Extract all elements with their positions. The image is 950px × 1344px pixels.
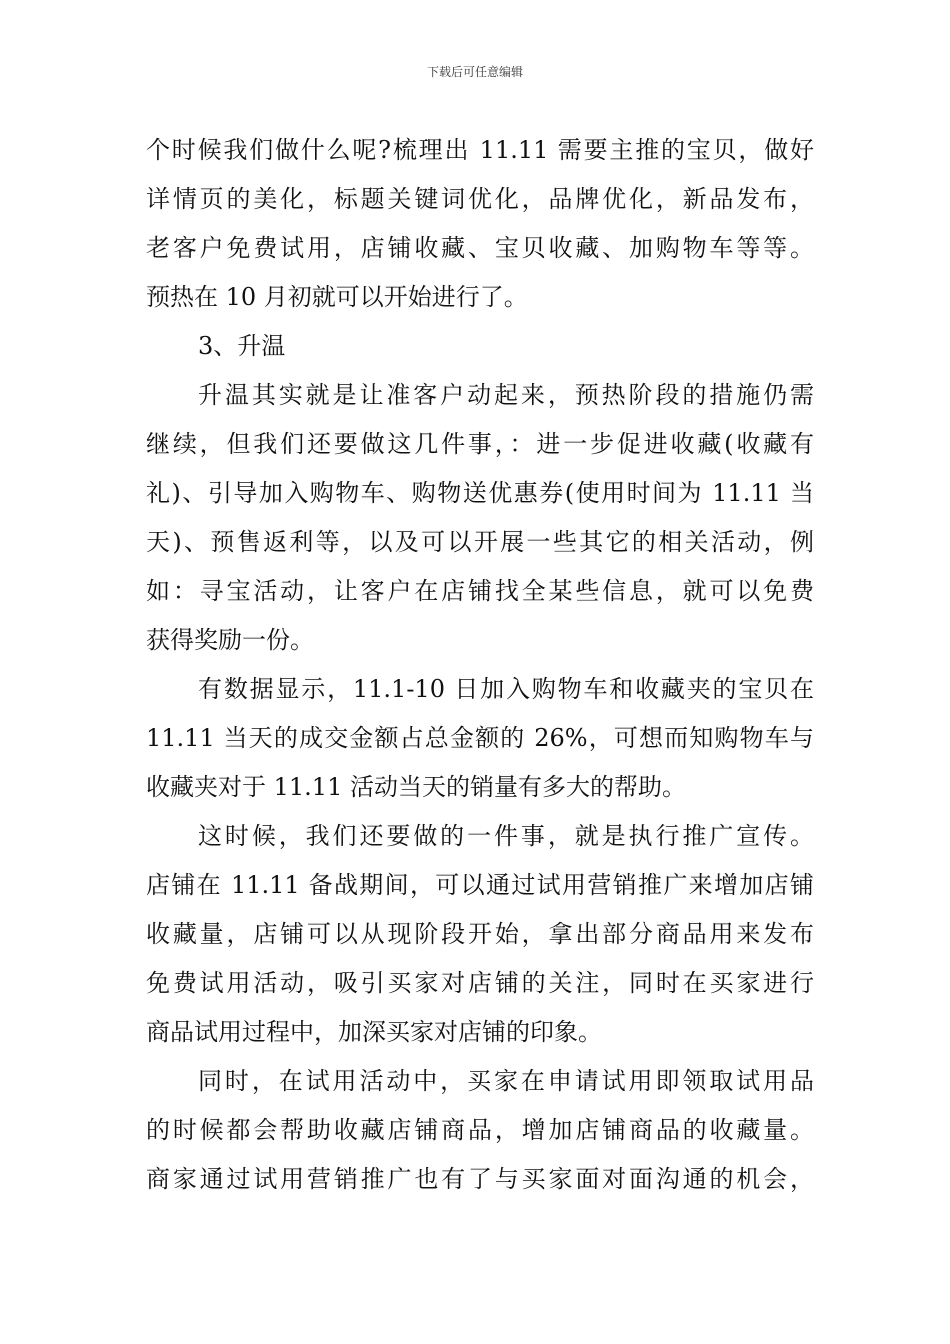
text-line: 详情页的美化，标题关键词优化，品牌优化，新品发布，	[146, 185, 814, 213]
page-header-note: 下载后可任意编辑	[426, 65, 523, 79]
text-line: 天)、预售返利等，以及可以开展一些其它的相关活动，例	[146, 528, 814, 556]
text-line: 老客户免费试用，店铺收藏、宝贝收藏、加购物车等等。	[146, 234, 814, 262]
text-line: 店铺在 11.11 备战期间，可以通过试用营销推广来增加店铺	[146, 871, 814, 899]
text-line: 商家通过试用营销推广也有了与买家面对面沟通的机会，	[146, 1165, 814, 1193]
text-line: 这时候，我们还要做的一件事，就是执行推广宣传。	[198, 822, 814, 850]
text-line: 如：寻宝活动，让客户在店铺找全某些信息，就可以免费	[146, 577, 814, 605]
text-line: 免费试用活动，吸引买家对店铺的关注，同时在买家进行	[146, 969, 814, 997]
text-line: 礼)、引导加入购物车、购物送优惠券(使用时间为 11.11 当	[146, 479, 814, 507]
text-line: 有数据显示，11.1-10 日加入购物车和收藏夹的宝贝在	[198, 675, 814, 703]
text-line: 预热在 10 月初就可以开始进行了。	[146, 283, 528, 311]
section-heading: 3、升温	[198, 332, 286, 360]
text-line: 继续，但我们还要做这几件事，：进一步促进收藏(收藏有	[146, 430, 814, 458]
text-line: 收藏量，店铺可以从现阶段开始，拿出部分商品用来发布	[146, 920, 814, 948]
text-line: 收藏夹对于 11.11 活动当天的销量有多大的帮助。	[146, 773, 686, 801]
text-line: 同时，在试用活动中，买家在申请试用即领取试用品	[198, 1067, 814, 1095]
text-line: 获得奖励一份。	[146, 626, 314, 654]
body-text	[146, 126, 814, 1204]
text-line: 个时候我们做什么呢?梳理出 11.11 需要主推的宝贝，做好	[146, 136, 814, 164]
text-line: 11.11 当天的成交金额占总金额的 26%，可想而知购物车与	[146, 724, 814, 752]
text-line: 的时候都会帮助收藏店铺商品，增加店铺商品的收藏量。	[146, 1116, 814, 1144]
text-line: 升温其实就是让准客户动起来，预热阶段的措施仍需	[198, 381, 814, 409]
text-line: 商品试用过程中，加深买家对店铺的印象。	[146, 1018, 602, 1046]
